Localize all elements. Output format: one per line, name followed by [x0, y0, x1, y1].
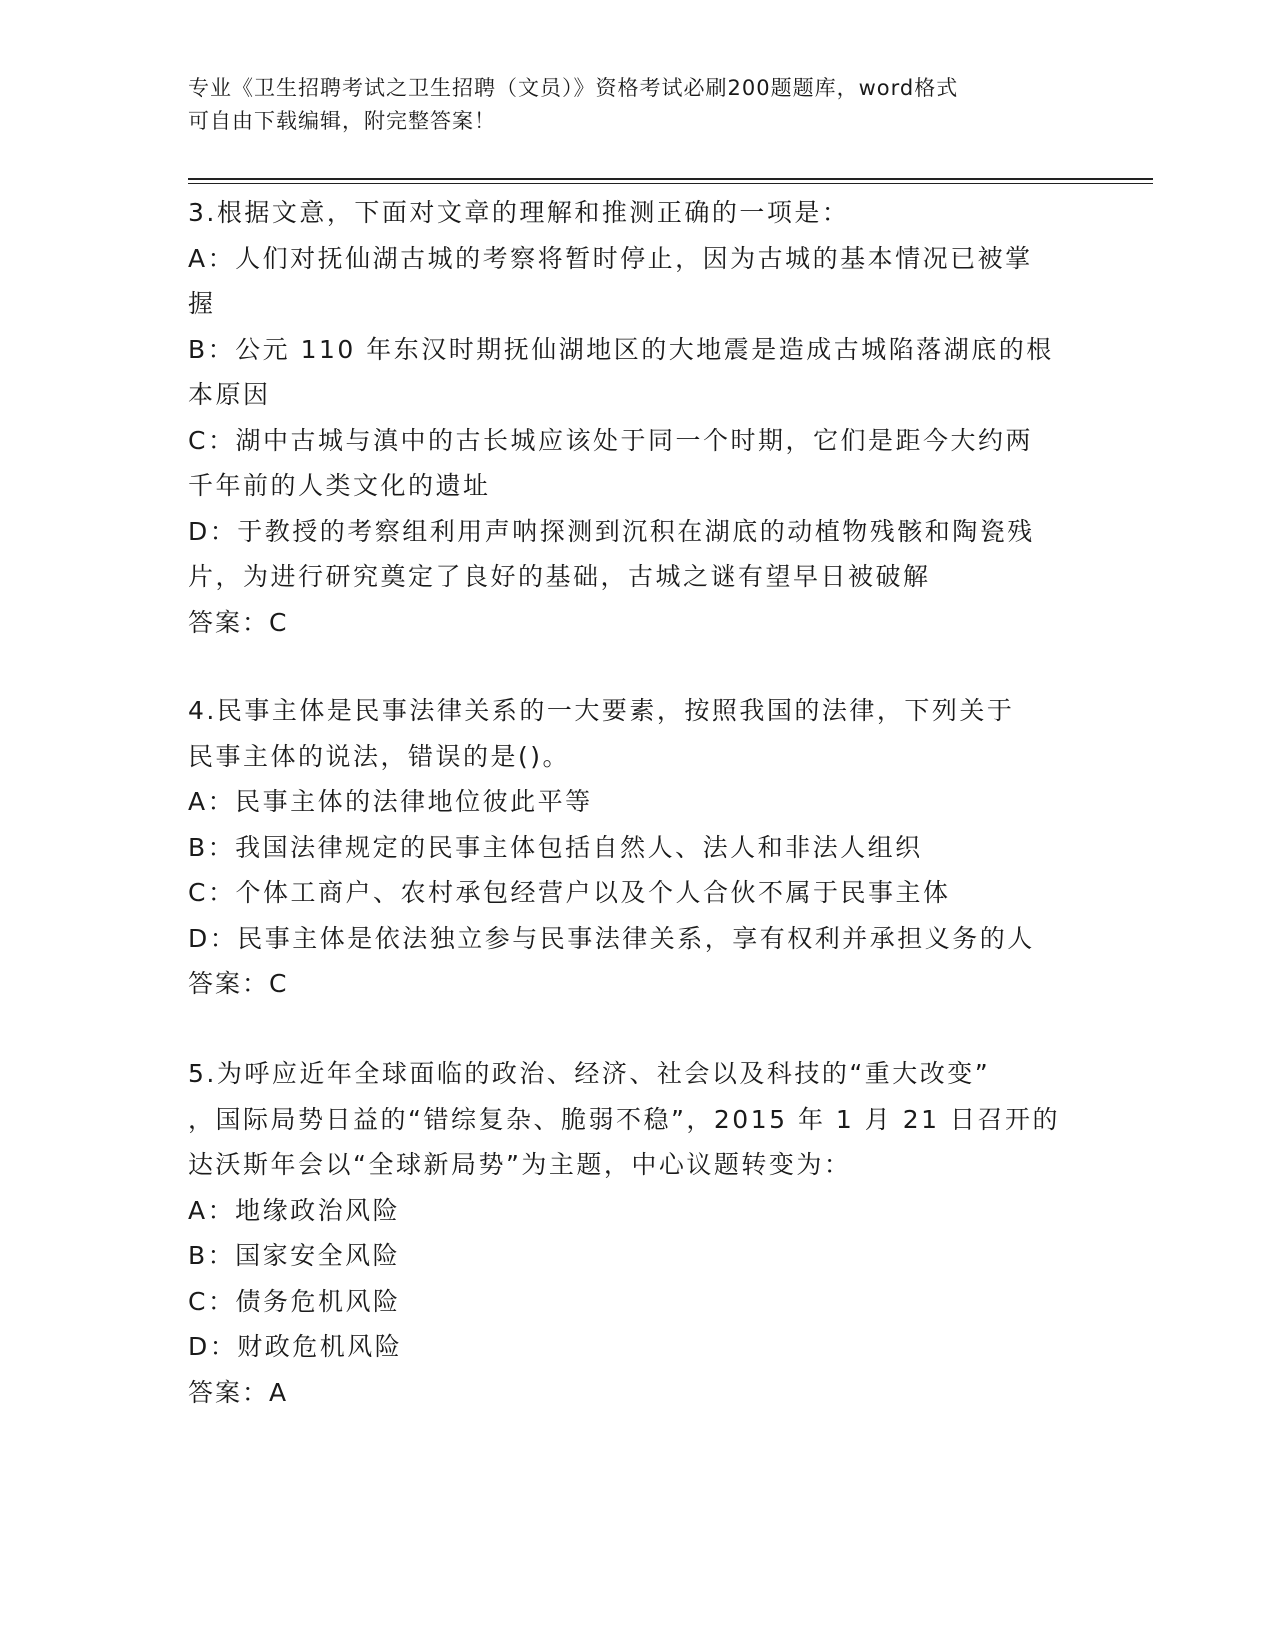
header-divider-thick — [188, 178, 1153, 180]
question-stem-line-1: 4.民事主体是民事法律关系的一大要素，按照我国的法律，下列关于 — [188, 696, 1015, 725]
header-divider-thin — [188, 183, 1153, 184]
header-line-1: 专业《卫生招聘考试之卫生招聘（文员）》资格考试必刷200题题库，word格式 — [188, 76, 959, 100]
question-stem: 3.根据文意，下面对文章的理解和推测正确的一项是： — [188, 198, 850, 227]
option-d: D：于教授的考察组利用声呐探测到沉积在湖底的动植物残骸和陶瓷残 片，为进行研究奠定了良好的基础，古城之谜有望早日被破解 — [188, 516, 1035, 591]
question-4 — [188, 688, 1088, 1007]
header-line-2: 可自由下载编辑，附完整答案！ — [188, 109, 496, 133]
option-a: A：民事主体的法律地位彼此平等 — [188, 787, 593, 816]
question-stem-line-3: 达沃斯年会以“全球新局势”为主题，中心议题转变为： — [188, 1150, 852, 1179]
answer-label: 答案：A — [188, 1377, 289, 1407]
option-c: C：债务危机风险 — [188, 1286, 401, 1316]
option-b: B：国家安全风险 — [188, 1241, 401, 1270]
question-3 — [188, 190, 1088, 645]
answer-label: 答案：C — [188, 969, 289, 998]
answer-label: 答案：C — [188, 607, 289, 637]
option-c: C：湖中古城与滇中的古长城应该处于同一个时期，它们是距今大约两 千年前的人类文化的遗址 — [188, 425, 1033, 500]
option-c: C：个体工商户、农村承包经营户以及个人合伙不属于民事主体 — [188, 878, 951, 907]
option-b: B：我国法律规定的民事主体包括自然人、法人和非法人组织 — [188, 832, 923, 862]
option-b: B：公元 110 年东汉时期抚仙湖地区的大地震是造成古城陷落湖底的根 本原因 — [188, 334, 1054, 409]
question-stem-line-2: ，国际局势日益的“错综复杂、脆弱不稳”，2015 年 1 月 21 日召开的 — [188, 1104, 1060, 1134]
option-a: A：人们对抚仙湖古城的考察将暂时停止，因为古城的基本情况已被掌 握 — [188, 243, 1033, 318]
question-stem-line-2: 民事主体的说法，错误的是()。 — [188, 741, 571, 771]
question-5 — [188, 1051, 1088, 1415]
option-d: D：财政危机风险 — [188, 1332, 403, 1361]
question-stem-line-1: 5.为呼应近年全球面临的政治、经济、社会以及科技的“重大改变” — [188, 1059, 991, 1088]
option-a: A：地缘政治风险 — [188, 1195, 401, 1225]
option-d: D：民事主体是依法独立参与民事法律关系，享有权利并承担义务的人 — [188, 923, 1035, 953]
document-header — [188, 72, 1068, 138]
